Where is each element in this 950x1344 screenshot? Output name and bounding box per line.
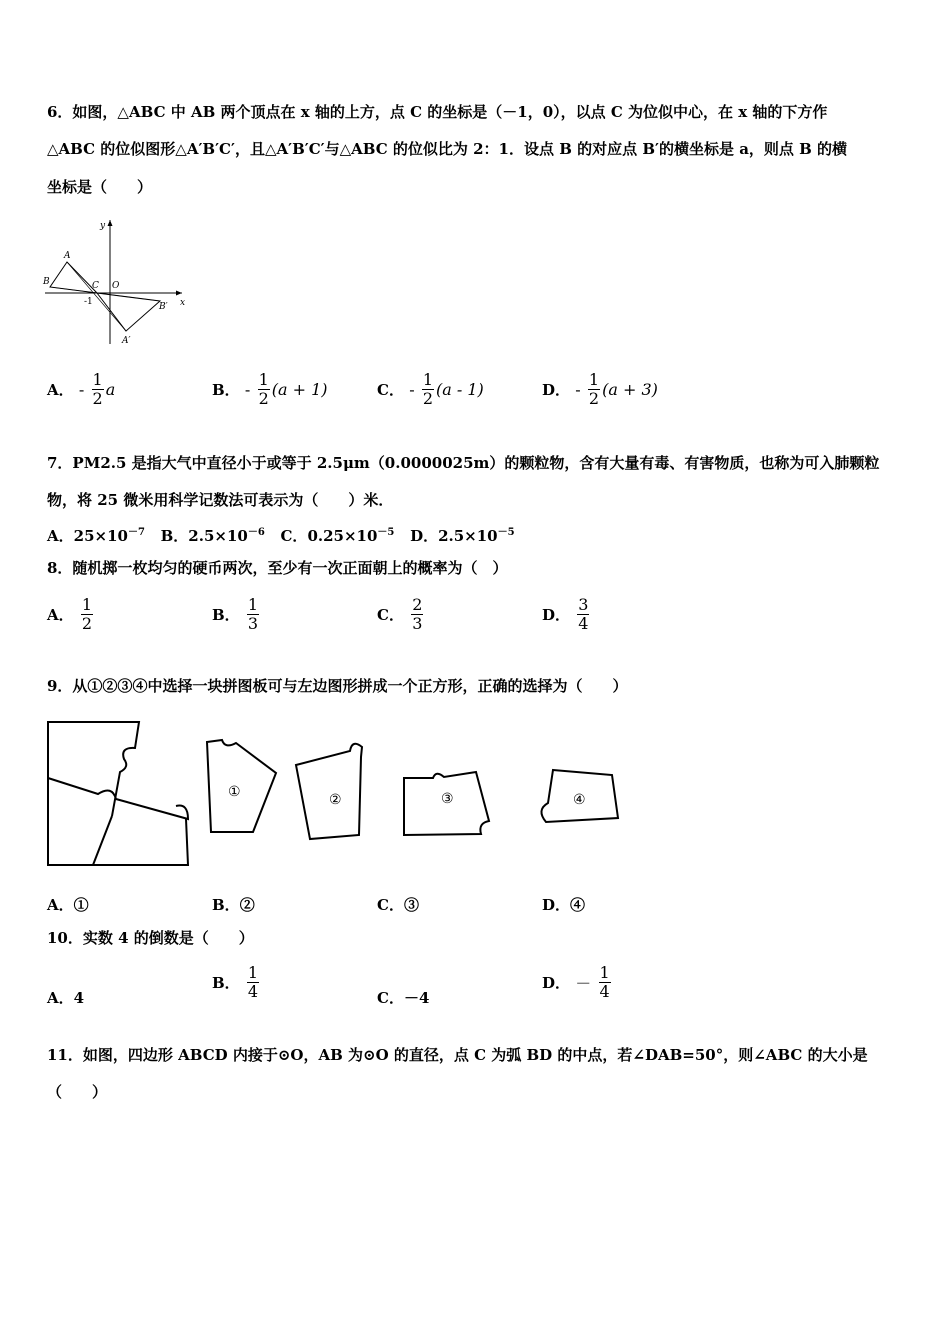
q7-option-a[interactable] xyxy=(47,527,145,545)
q10-option-d[interactable] xyxy=(542,964,613,1001)
minus-sign: - xyxy=(409,380,415,399)
option-label: A． xyxy=(47,527,74,545)
q10-line1: 10．实数 4 的倒数是（ ） xyxy=(47,929,254,947)
option-exponent: －7 xyxy=(127,527,145,538)
expression: a xyxy=(105,380,116,399)
minus-sign: － xyxy=(575,974,592,993)
denominator: 2 xyxy=(588,389,600,408)
q11-line1: 11．如图，四边形 ABCD 内接于⊙O，AB 为⊙O 的直径，点 C 为弧 BD 的中点，若∠DAB=50°，则∠ABC 的大小是 xyxy=(47,1046,868,1064)
denominator: 2 xyxy=(258,389,269,408)
q8-option-d[interactable] xyxy=(542,596,591,633)
puzzle-piece-2-label: ② xyxy=(329,792,342,808)
q6-option-c[interactable] xyxy=(377,371,484,408)
q6-fig-label-c: C xyxy=(92,281,99,291)
puzzle-piece-1-label: ① xyxy=(228,784,241,800)
q6-line2: △ABC 的位似图形△A′B′C′，且△A′B′C′与△ABC 的位似比为 2：1．设点 B 的对应点 B′的横坐标是 a，则点 B 的横 xyxy=(47,140,848,158)
option-label: A． xyxy=(47,606,74,624)
numerator: 1 xyxy=(81,595,93,614)
q8-option-c[interactable] xyxy=(377,596,425,633)
fraction xyxy=(81,596,93,633)
q6-line3: 坐标是（ ） xyxy=(47,178,153,196)
option-base: 2.5×10 xyxy=(188,527,248,545)
option-label: B． xyxy=(160,527,189,545)
option-label: B． xyxy=(212,606,240,624)
q6-fig-label-ap: A′ xyxy=(122,336,131,346)
q10-option-b[interactable] xyxy=(212,964,261,1001)
option-label: D． xyxy=(542,896,571,914)
q9-option-c[interactable] xyxy=(377,894,419,915)
puzzle-base-figure xyxy=(48,722,188,865)
minus-sign: - xyxy=(575,380,581,399)
numerator: 1 xyxy=(422,370,434,389)
q11-line2: （ ） xyxy=(47,1083,108,1101)
q6-fig-label-neg1: -1 xyxy=(84,297,93,307)
option-label: D． xyxy=(410,527,439,545)
q9-line1: 9．从①②③④中选择一块拼图板可与左边图形拼成一个正方形，正确的选择为（ ） xyxy=(47,677,628,695)
fraction xyxy=(577,596,589,633)
option-value: 4 xyxy=(73,989,85,1007)
q6-option-a[interactable] xyxy=(47,371,115,408)
fraction xyxy=(588,371,600,408)
q7-line1: 7．PM2.5 是指大气中直径小于或等于 2.5μm（0.0000025m）的颗粒物，含有大量有毒、有害物质，也称为可入肺颗粒 xyxy=(47,454,880,472)
denominator: 2 xyxy=(92,389,103,408)
option-label: D． xyxy=(542,381,571,399)
q9-option-b[interactable] xyxy=(212,894,255,915)
option-label: C． xyxy=(377,606,404,624)
expression: (a - 1) xyxy=(436,380,484,399)
option-value: ② xyxy=(239,896,255,914)
q8-option-a[interactable] xyxy=(47,596,95,633)
denominator: 2 xyxy=(81,614,93,633)
fraction xyxy=(247,964,259,1001)
denominator: 3 xyxy=(412,614,423,633)
option-value: －4 xyxy=(403,989,430,1007)
option-label: B． xyxy=(212,381,240,399)
expression: (a + 1) xyxy=(271,380,328,399)
q7-options xyxy=(47,523,515,546)
numerator: 1 xyxy=(247,595,259,614)
q6-option-b[interactable] xyxy=(212,371,328,408)
numerator: 1 xyxy=(247,963,259,982)
q9-option-d[interactable] xyxy=(542,894,585,915)
q6-fig-label-o: O xyxy=(112,281,120,291)
q6-fig-label-bp: B′ xyxy=(159,302,168,312)
option-value: ③ xyxy=(403,896,419,914)
option-exponent: －5 xyxy=(377,527,395,538)
numerator: 1 xyxy=(258,370,269,389)
denominator: 2 xyxy=(422,389,434,408)
option-label: C． xyxy=(377,989,404,1007)
q10-option-a[interactable] xyxy=(47,987,84,1008)
q6-line1: 6．如图，△ABC 中 AB 两个顶点在 x 轴的上方，点 C 的坐标是（－1，0），以点 C 为位似中心，在 x 轴的下方作 xyxy=(47,103,828,121)
puzzle-piece-3-label: ③ xyxy=(441,791,454,807)
option-value: ④ xyxy=(570,896,586,914)
numerator: 2 xyxy=(412,595,423,614)
option-exponent: －5 xyxy=(497,527,515,538)
q7-option-c[interactable] xyxy=(280,527,394,545)
q6-fig-label-b: B xyxy=(43,277,50,287)
denominator: 4 xyxy=(599,982,610,1001)
q9-figure xyxy=(40,715,630,875)
expression: (a + 3) xyxy=(602,380,658,399)
option-label: C． xyxy=(280,527,308,545)
option-value: ① xyxy=(73,896,89,914)
numerator: 1 xyxy=(92,370,103,389)
option-label: C． xyxy=(377,896,404,914)
option-label: D． xyxy=(542,974,571,992)
numerator: 1 xyxy=(588,370,600,389)
q9-option-a[interactable] xyxy=(47,894,89,915)
q7-line2: 物，将 25 微米用科学记数法可表示为（ ）米． xyxy=(47,491,394,509)
q6-figure xyxy=(40,214,190,349)
fraction xyxy=(258,371,270,408)
option-base: 0.25×10 xyxy=(307,527,378,545)
option-label: A． xyxy=(47,989,74,1007)
q7-option-b[interactable] xyxy=(161,527,265,545)
option-label: B． xyxy=(212,896,240,914)
option-label: D． xyxy=(542,606,571,624)
q6-option-d[interactable] xyxy=(542,371,658,408)
minus-sign: - xyxy=(78,380,85,399)
denominator: 4 xyxy=(578,614,589,633)
puzzle-piece-4-label: ④ xyxy=(573,792,586,808)
q6-fig-label-y: y xyxy=(100,221,106,231)
q10-option-c[interactable] xyxy=(377,987,429,1008)
option-label: C． xyxy=(377,381,404,399)
numerator: 3 xyxy=(578,595,589,614)
numerator: 1 xyxy=(599,963,610,982)
option-label: A． xyxy=(47,896,74,914)
fraction xyxy=(411,596,423,633)
q6-fig-label-x: x xyxy=(180,298,186,308)
fraction xyxy=(92,371,104,408)
option-label: B． xyxy=(212,974,240,992)
option-exponent: －6 xyxy=(247,527,265,538)
puzzle-piece-1 xyxy=(207,740,276,832)
fraction xyxy=(247,596,259,633)
fraction xyxy=(422,371,434,408)
q8-line1: 8．随机掷一枚均匀的硬币两次，至少有一次正面朝上的概率为（ ） xyxy=(47,559,508,577)
q7-option-d[interactable] xyxy=(410,527,515,545)
option-base: 2.5×10 xyxy=(438,527,498,545)
option-label: A． xyxy=(47,381,74,399)
denominator: 4 xyxy=(247,982,259,1001)
fraction xyxy=(599,964,611,1001)
minus-sign: - xyxy=(244,380,251,399)
option-base: 25×10 xyxy=(73,527,128,545)
q8-option-b[interactable] xyxy=(212,596,261,633)
q6-fig-label-a: A xyxy=(64,251,71,261)
denominator: 3 xyxy=(247,614,259,633)
